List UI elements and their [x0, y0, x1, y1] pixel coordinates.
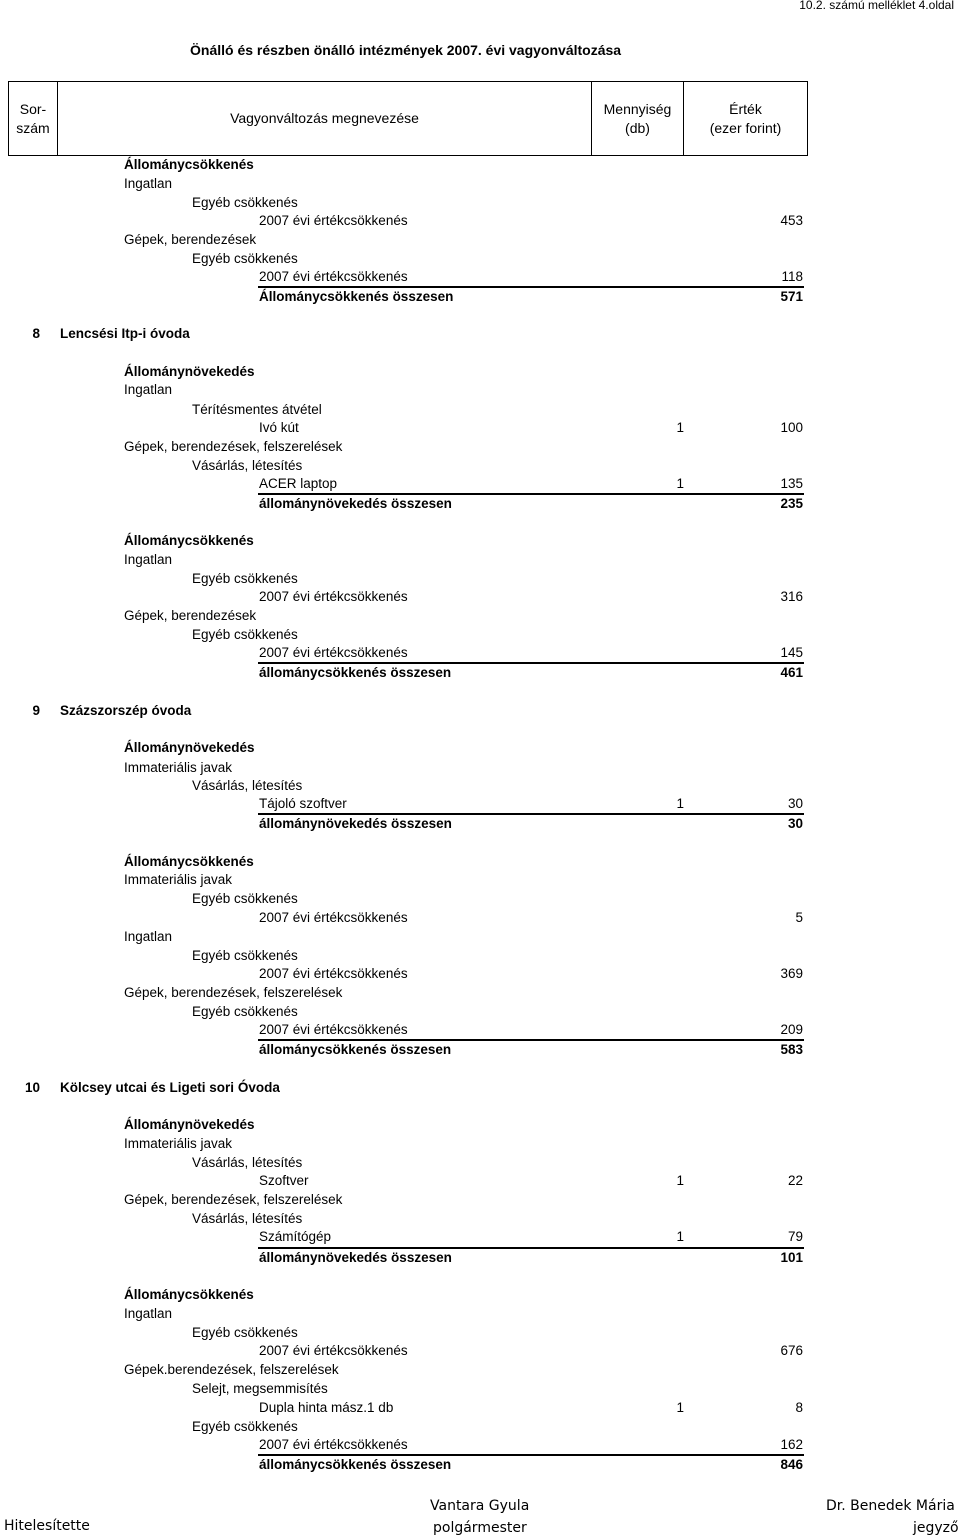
row-description: 2007 évi értékcsökkenés [259, 910, 408, 925]
row-description: Számítógép [259, 1229, 332, 1244]
row-value: 8 [795, 1400, 803, 1415]
row-value: 461 [780, 665, 803, 680]
row-description: Gépek, berendezések, felszerelések [124, 1192, 343, 1207]
row-value: 209 [780, 1022, 803, 1037]
row-description: Ingatlan [124, 382, 173, 397]
row-description: Selejt, megsemmisítés [192, 1381, 328, 1396]
row-quantity: 1 [676, 1229, 684, 1244]
signature-notary-title: jegyző [913, 1520, 959, 1536]
column-header-number: Sor- szám [16, 100, 50, 136]
row-description: Ingatlan [124, 552, 173, 567]
row-description: 2007 évi értékcsökkenés [259, 269, 408, 284]
row-description: Egyéb csökkenés [192, 948, 298, 963]
row-description: Térítésmentes átvétel [192, 402, 322, 417]
total-rule [258, 1454, 804, 1456]
row-description: Immateriális javak [124, 1136, 233, 1151]
row-value: 846 [780, 1457, 803, 1472]
row-quantity: 1 [676, 476, 684, 491]
row-description: Gépek, berendezések, felszerelések [124, 439, 343, 454]
row-description: Állománycsökkenés [124, 854, 254, 869]
row-value: 453 [780, 213, 803, 228]
row-description: Egyéb csökkenés [192, 251, 298, 266]
row-quantity: 1 [676, 420, 684, 435]
signature-mayor-title: polgármester [433, 1520, 527, 1536]
signature-mayor-name: Vantara Gyula [430, 1498, 530, 1514]
total-rule [258, 493, 804, 495]
total-rule [258, 286, 804, 288]
row-description: Állománycsökkenés összesen [259, 289, 454, 304]
document-title: Önálló és részben önálló intézmények 2007. évi vagyonváltozása [190, 42, 622, 58]
row-value: 571 [780, 289, 803, 304]
row-description: Egyéb csökkenés [192, 571, 298, 586]
column-header-description: Vagyonváltozás megnevezése [230, 110, 419, 126]
row-description: 2007 évi értékcsökkenés [259, 645, 408, 660]
row-description: 2007 évi értékcsökkenés [259, 213, 408, 228]
total-rule [258, 1039, 804, 1041]
row-description: Szoftver [259, 1173, 309, 1188]
row-description: Gépek, berendezések [124, 608, 257, 623]
row-description: 2007 évi értékcsökkenés [259, 1343, 408, 1358]
row-value: 316 [780, 589, 803, 604]
row-description: állománycsökkenés összesen [259, 1042, 452, 1057]
row-description: Egyéb csökkenés [192, 195, 298, 210]
row-value: 145 [780, 645, 803, 660]
row-description: Gépek.berendezések, felszerelések [124, 1362, 339, 1377]
row-description: 2007 évi értékcsökkenés [259, 1022, 408, 1037]
row-description: ACER laptop [259, 476, 338, 491]
row-description: Állománynövekedés [124, 740, 255, 755]
row-number: 10 [24, 1080, 40, 1095]
row-value: 162 [780, 1437, 803, 1452]
row-value: 100 [780, 420, 803, 435]
signature-notary-name: Dr. Benedek Mária [826, 1498, 955, 1514]
page-number-label: 10.2. számú melléklet 4.oldal [799, 0, 954, 12]
row-description: állománycsökkenés összesen [259, 1457, 452, 1472]
row-description: 2007 évi értékcsökkenés [259, 966, 408, 981]
row-description: Dupla hinta mász.1 db [259, 1400, 394, 1415]
row-description: Állománynövekedés [124, 1117, 255, 1132]
row-description: állománynövekedés összesen [259, 496, 452, 511]
row-value: 118 [781, 269, 803, 284]
row-description: Tájoló szoftver [259, 796, 347, 811]
row-number: 8 [32, 326, 40, 341]
row-description: Állománycsökkenés [124, 1287, 254, 1302]
row-value: 135 [780, 476, 803, 491]
row-description: állománynövekedés összesen [259, 1250, 452, 1265]
row-value: 235 [780, 496, 803, 511]
row-description: Állománynövekedés [124, 364, 255, 379]
row-value: 101 [780, 1250, 803, 1265]
row-description: Vásárlás, létesítés [192, 778, 303, 793]
row-value: 583 [780, 1042, 803, 1057]
row-description: Vásárlás, létesítés [192, 1211, 303, 1226]
row-value: 5 [795, 910, 803, 925]
row-description: állománycsökkenés összesen [259, 665, 452, 680]
row-description: Ingatlan [124, 176, 173, 191]
row-description: Egyéb csökkenés [192, 627, 298, 642]
column-header-quantity: Mennyiség (db) [603, 100, 672, 136]
row-description: Egyéb csökkenés [192, 1419, 298, 1434]
row-value: 79 [787, 1229, 803, 1244]
row-description: Gépek, berendezések, felszerelések [124, 985, 343, 1000]
institution-name: Százszorszép óvoda [60, 703, 192, 718]
row-value: 30 [787, 816, 803, 831]
row-value: 676 [780, 1343, 803, 1358]
row-quantity: 1 [676, 1400, 684, 1415]
row-description: állománynövekedés összesen [259, 816, 452, 831]
row-value: 369 [780, 966, 803, 981]
footer-certified-label: Hitelesítette [4, 1518, 90, 1534]
row-value: 22 [787, 1173, 803, 1188]
row-description: Immateriális javak [124, 760, 233, 775]
row-description: 2007 évi értékcsökkenés [259, 589, 408, 604]
row-description: Vásárlás, létesítés [192, 1155, 303, 1170]
table-header [8, 81, 808, 156]
row-quantity: 1 [676, 796, 684, 811]
row-number: 9 [32, 703, 40, 718]
row-description: Vásárlás, létesítés [192, 458, 303, 473]
institution-name: Lencsési Itp-i óvoda [60, 326, 190, 341]
row-description: Gépek, berendezések [124, 232, 257, 247]
row-description: Állománycsökkenés [124, 533, 254, 548]
row-value: 30 [787, 796, 803, 811]
row-quantity: 1 [676, 1173, 684, 1188]
row-description: Ingatlan [124, 1306, 173, 1321]
row-description: Egyéb csökkenés [192, 1004, 298, 1019]
institution-name: Kölcsey utcai és Ligeti sori Óvoda [60, 1080, 280, 1095]
row-description: Állománycsökkenés [124, 157, 254, 172]
row-description: Ingatlan [124, 929, 173, 944]
total-rule [258, 662, 804, 664]
row-description: Egyéb csökkenés [192, 1325, 298, 1340]
total-rule [258, 813, 804, 815]
row-description: 2007 évi értékcsökkenés [259, 1437, 408, 1452]
column-header-value: Érték (ezer forint) [709, 100, 782, 136]
total-rule [258, 1247, 804, 1249]
row-description: Ivó kút [259, 420, 299, 435]
row-description: Egyéb csökkenés [192, 891, 298, 906]
row-description: Immateriális javak [124, 872, 233, 887]
